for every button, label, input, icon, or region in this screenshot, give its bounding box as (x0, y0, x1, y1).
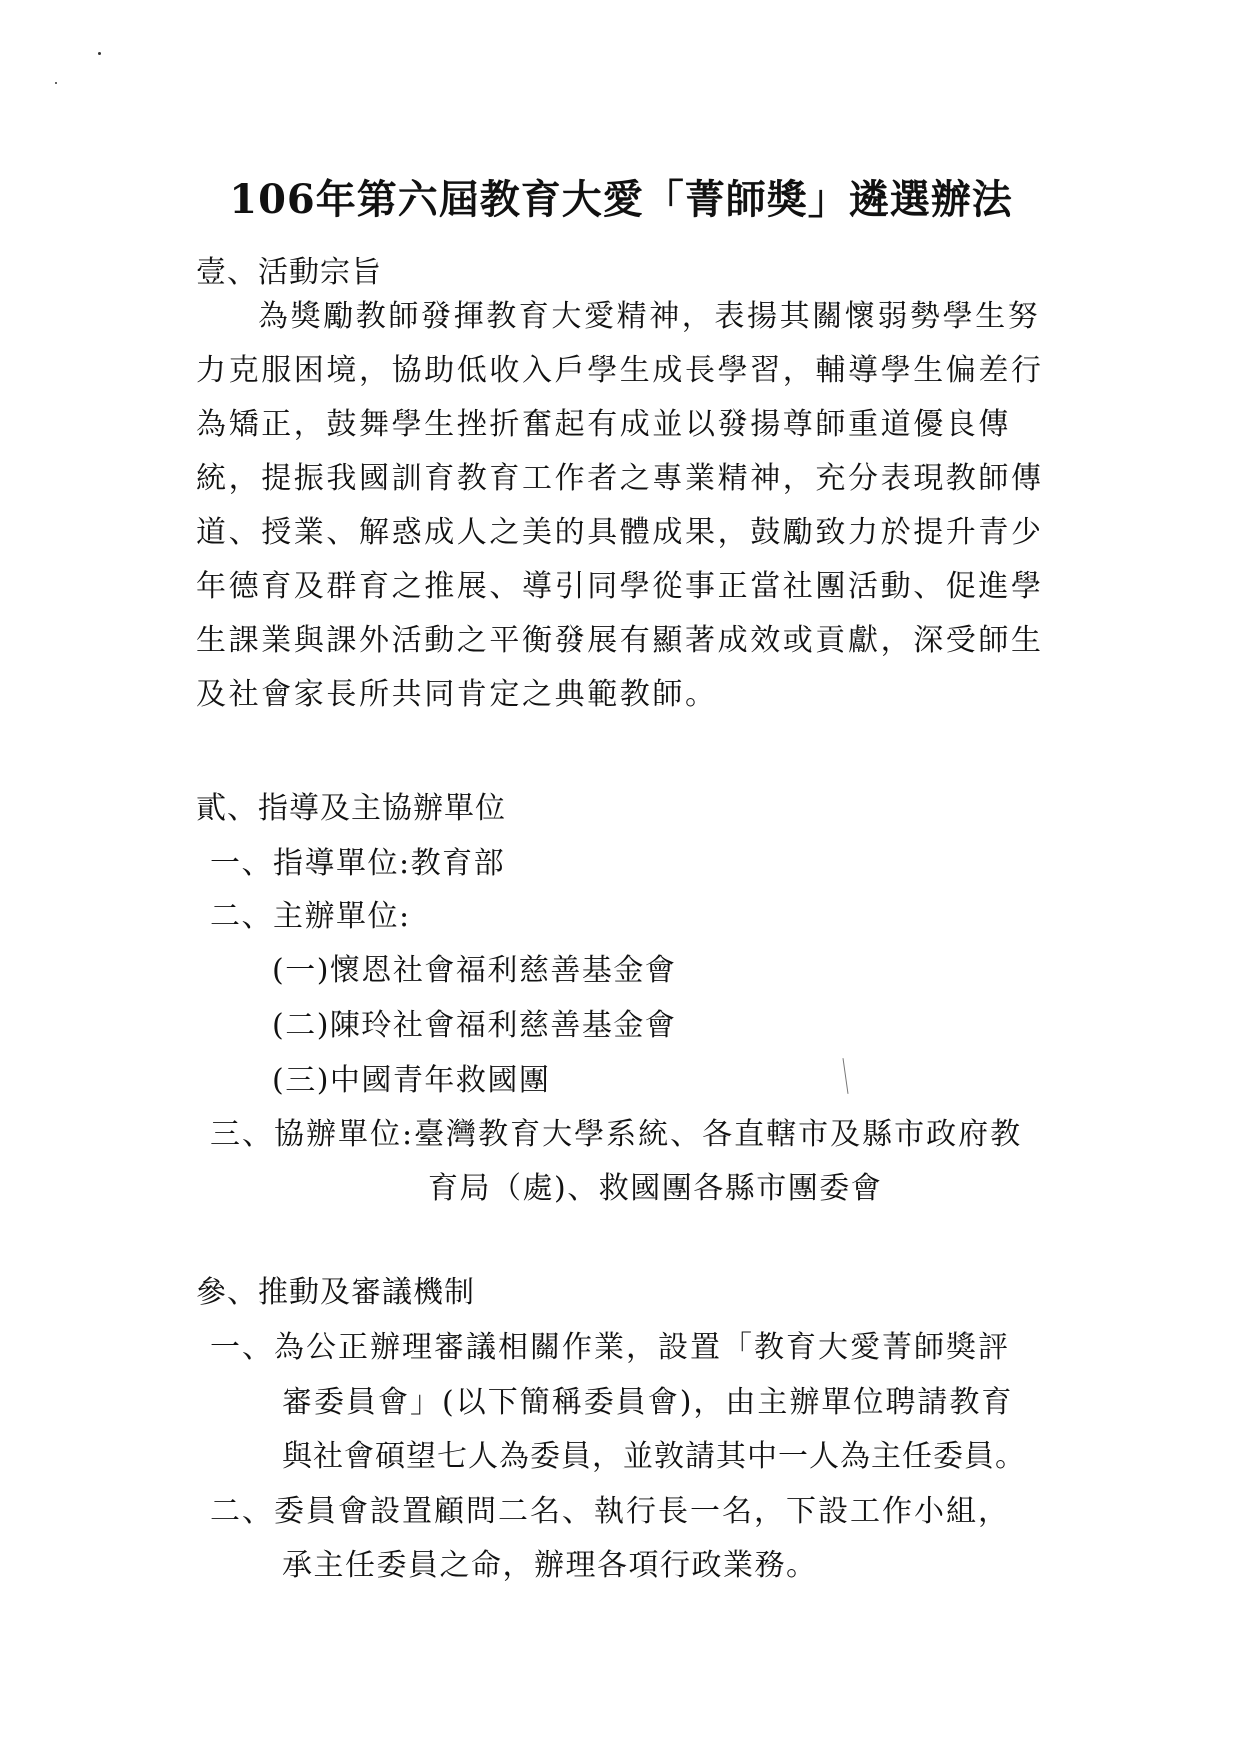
section-heading-review: 參、推動及審議機制 (196, 1275, 475, 1310)
review-item-line: 承主任委員之命，辦理各項行政業務。 (282, 1548, 818, 1583)
section-heading-organizers: 貳、指導及主協辦單位 (196, 791, 506, 826)
scan-speck (98, 52, 101, 55)
paragraph-line: 年德育及群育之推展、導引同學從事正當社團活動、促進學 (196, 569, 1044, 604)
paragraph-line: 及社會家長所共同肯定之典範教師。 (196, 677, 718, 712)
host-unit-item: (一)懷恩社會福利慈善基金會 (272, 953, 677, 988)
co-organizer-line: 育局（處)、救國團各縣市團委會 (428, 1171, 883, 1206)
paragraph-line: 統，提振我國訓育教育工作者之專業精神，充分表現教師傳 (196, 461, 1044, 496)
paragraph-line: 生課業與課外活動之平衡發展有顯著成效或貢獻，深受師生 (196, 623, 1044, 658)
review-item-line: 一、為公正辦理審議相關作業，設置「教育大愛菁師獎評 (210, 1330, 1010, 1365)
paragraph-line: 力克服困境，協助低收入戶學生成長學習，輔導學生偏差行 (196, 353, 1044, 388)
review-item-line: 審委員會」(以下簡稱委員會)，由主辦單位聘請教育 (282, 1385, 1014, 1420)
host-unit-item: (二)陳玲社會福利慈善基金會 (272, 1008, 677, 1043)
scan-speck (55, 82, 57, 84)
host-unit-item: (三)中國青年救國團 (272, 1063, 551, 1098)
host-unit-label: 二、主辦單位: (210, 899, 411, 934)
review-item-line: 與社會碩望七人為委員，並敦請其中一人為主任委員。 (282, 1439, 1026, 1474)
purpose-paragraph (196, 290, 1066, 722)
co-organizer-line: 三、協辦單位:臺灣教育大學系統、各直轄市及縣市政府教 (210, 1117, 1023, 1152)
paragraph-line: 為矯正，鼓舞學生挫折奮起有成並以發揚尊師重道優良傳 (196, 407, 1011, 442)
review-item-line: 二、委員會設置顧問二名、執行長一名，下設工作小組， (210, 1494, 1010, 1529)
document-title: 106年第六屆教育大愛「菁師獎」遴選辦法 (229, 176, 1013, 223)
section-heading-purpose: 壹、活動宗旨 (196, 255, 382, 290)
paragraph-line: 道、授業、解惑成人之美的具體成果，鼓勵致力於提升青少 (196, 515, 1044, 550)
paragraph-line: 為獎勵教師發揮教育大愛精神，表揚其關懷弱勢學生努 (258, 299, 1041, 334)
scan-mark (842, 1058, 848, 1094)
guiding-unit: 一、指導單位:教育部 (210, 846, 506, 881)
